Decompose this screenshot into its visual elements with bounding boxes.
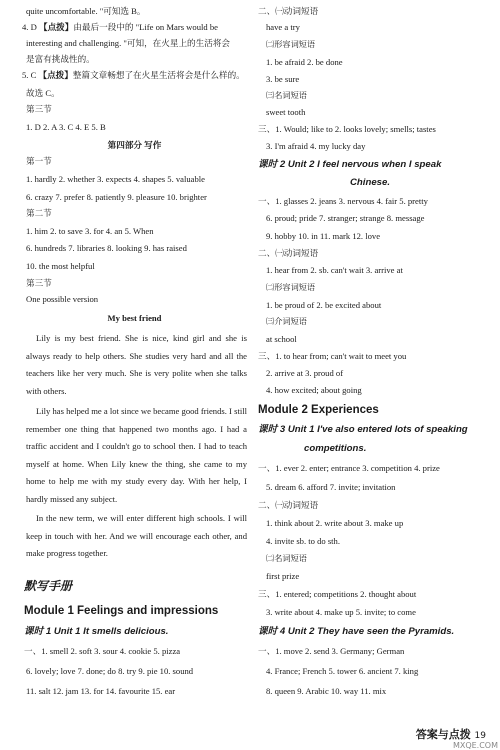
text-line: 4. invite sb. to do sth. — [266, 536, 341, 546]
section-label: 第三节 — [26, 278, 52, 288]
text-line: 3. write about 4. make up 5. invite; to come — [266, 607, 416, 617]
text-line: ㈢介词短语 — [266, 317, 307, 326]
text-line: 4. how excited; about going — [266, 385, 362, 395]
answer-line: 5. dream 6. afford 7. invite; invitation — [266, 482, 396, 492]
answer-line: 一、1. move 2. send 3. Germany; German — [258, 646, 405, 656]
section-label: 第一节 — [26, 156, 52, 166]
text-line: 1. be proud of 2. be excited about — [266, 300, 382, 310]
section-label: 第二节 — [26, 208, 52, 218]
answer-line: 6. lovely; love 7. done; do 8. try 9. pie 10. sound — [26, 666, 194, 676]
hint-label: 【点拨】 — [38, 22, 74, 32]
section-label: 第三节 — [26, 104, 52, 114]
answer-line: 1. D 2. A 3. C 4. E 5. B — [26, 122, 106, 132]
text-line: 1. be afraid 2. be done — [266, 57, 343, 67]
lesson-heading: competitions. — [304, 443, 367, 454]
essay-paragraph: In the new term, we will enter different high schools. I will keep in touch with her. And we will encourage each other, and make progress together. — [26, 513, 247, 558]
answer-line: 6. proud; pride 7. stranger; strange 8. message — [266, 213, 425, 223]
answer-line: 10. the most helpful — [26, 261, 95, 271]
text-line: 二、㈠动词短语 — [258, 6, 319, 16]
text-line: 5. C 【点拨】整篇文章畅想了在火星生活将会是什么样的。 — [22, 70, 245, 80]
text-line: 1. think about 2. write about 3. make up — [266, 518, 404, 528]
lesson-heading: Chinese. — [350, 177, 390, 188]
essay-paragraph: Lily is my best friend. She is nice, kind girl and she is always ready to help others. She studies very hard and all the teachers like her very much. She is very polite when she talks with others. — [26, 333, 247, 396]
answer-line: 6. hundreds 7. libraries 8. looking 9. has raised — [26, 243, 187, 253]
answer-line: 9. hobby 10. in 11. mark 12. love — [266, 231, 381, 241]
lesson-heading: 课时 2 Unit 2 I feel nervous when I speak — [258, 159, 442, 170]
answer-line: 1. him 2. to save 3. for 4. an 5. When — [26, 226, 154, 236]
text-line: One possible version — [26, 294, 99, 304]
lesson-heading: 课时 1 Unit 1 It smells delicious. — [24, 626, 169, 637]
text-line: ㈡形容词短语 — [266, 40, 316, 49]
hint-label: 【点拨】 — [38, 70, 73, 80]
answer-line: 8. queen 9. Arabic 10. way 11. mix — [266, 686, 387, 696]
text-line: 1. hear from 2. sb. can't wait 3. arrive at — [266, 265, 403, 275]
text-line: ㈡名词短语 — [266, 554, 307, 563]
lesson-heading: 课时 3 Unit 1 I've also entered lots of speaking — [258, 424, 468, 435]
page-footer — [416, 726, 486, 742]
answer-line: 1. hardly 2. whether 3. expects 4. shapes 5. valuable — [26, 174, 205, 184]
text-line: 三、1. Would; like to 2. looks lovely; smells; tastes — [258, 124, 436, 134]
essay-paragraph: Lily has helped me a lot since we became good friends. I still remember one thing that happened two months ago. I had a traffic accident and I couldn't go to school then. I had to teach myself at home. When Lily knew the thing, she came to my home to help me with my study every day. With her help, I hardly missed any subject. — [26, 406, 247, 504]
text-line: 三、1. entered; competitions 2. thought about — [258, 589, 417, 599]
module-heading: Module 1 Feelings and impressions — [24, 605, 219, 617]
answer-line: 11. salt 12. jam 13. for 14. favourite 15. ear — [26, 686, 176, 696]
text-line: 是富有挑战性的。 — [26, 54, 95, 64]
text-line: 4. D 【点拨】由最后一段中的 "Life on Mars would be — [22, 22, 218, 32]
text-line: quite uncomfortable. "可知选 B。 — [26, 6, 146, 16]
page-number: 19 — [474, 731, 486, 741]
text-line: ㈡形容词短语 — [266, 283, 316, 292]
answer-line: 一、1. glasses 2. jeans 3. nervous 4. fair 5. pretty — [258, 196, 428, 206]
text-line: 2. arrive at 3. proud of — [266, 368, 344, 378]
text-line: sweet tooth — [266, 107, 306, 117]
text-line: 二、㈠动词短语 — [258, 500, 319, 510]
text-line: ㈢名词短语 — [266, 91, 307, 100]
answer-line: 一、1. ever 2. enter; entrance 3. competition 4. prize — [258, 463, 440, 473]
answer-line: 一、1. smell 2. soft 3. sour 4. cookie 5. pizza — [24, 646, 181, 656]
part-heading: 第四部分 写作 — [107, 140, 162, 150]
text-line: 故选 C。 — [26, 88, 60, 98]
answer-line: 6. crazy 7. prefer 8. patiently 9. pleasure 10. brighter — [26, 192, 207, 202]
text-line: have a try — [266, 22, 300, 32]
section-title: 默写手册 — [24, 579, 73, 593]
text-line: first prize — [266, 571, 300, 581]
watermark: MXQE.COM — [452, 741, 498, 750]
text-line: 三、1. to hear from; can't wait to meet you — [258, 351, 407, 361]
text-line: 二、㈠动词短语 — [258, 248, 319, 258]
module-heading: Module 2 Experiences — [258, 404, 379, 416]
text-line: 3. be sure — [266, 74, 300, 84]
text-line: interesting and challenging. "可知，在火星上的生活将会 — [26, 38, 231, 48]
essay-title: My best friend — [107, 313, 162, 323]
answer-line: 4. France; French 5. tower 6. ancient 7. king — [266, 666, 419, 676]
footer-label: 答案与点拨 — [415, 728, 471, 741]
lesson-heading: 课时 4 Unit 2 They have seen the Pyramids. — [258, 626, 455, 637]
text-line: 3. I'm afraid 4. my lucky day — [266, 141, 366, 151]
text-line: at school — [266, 334, 297, 344]
